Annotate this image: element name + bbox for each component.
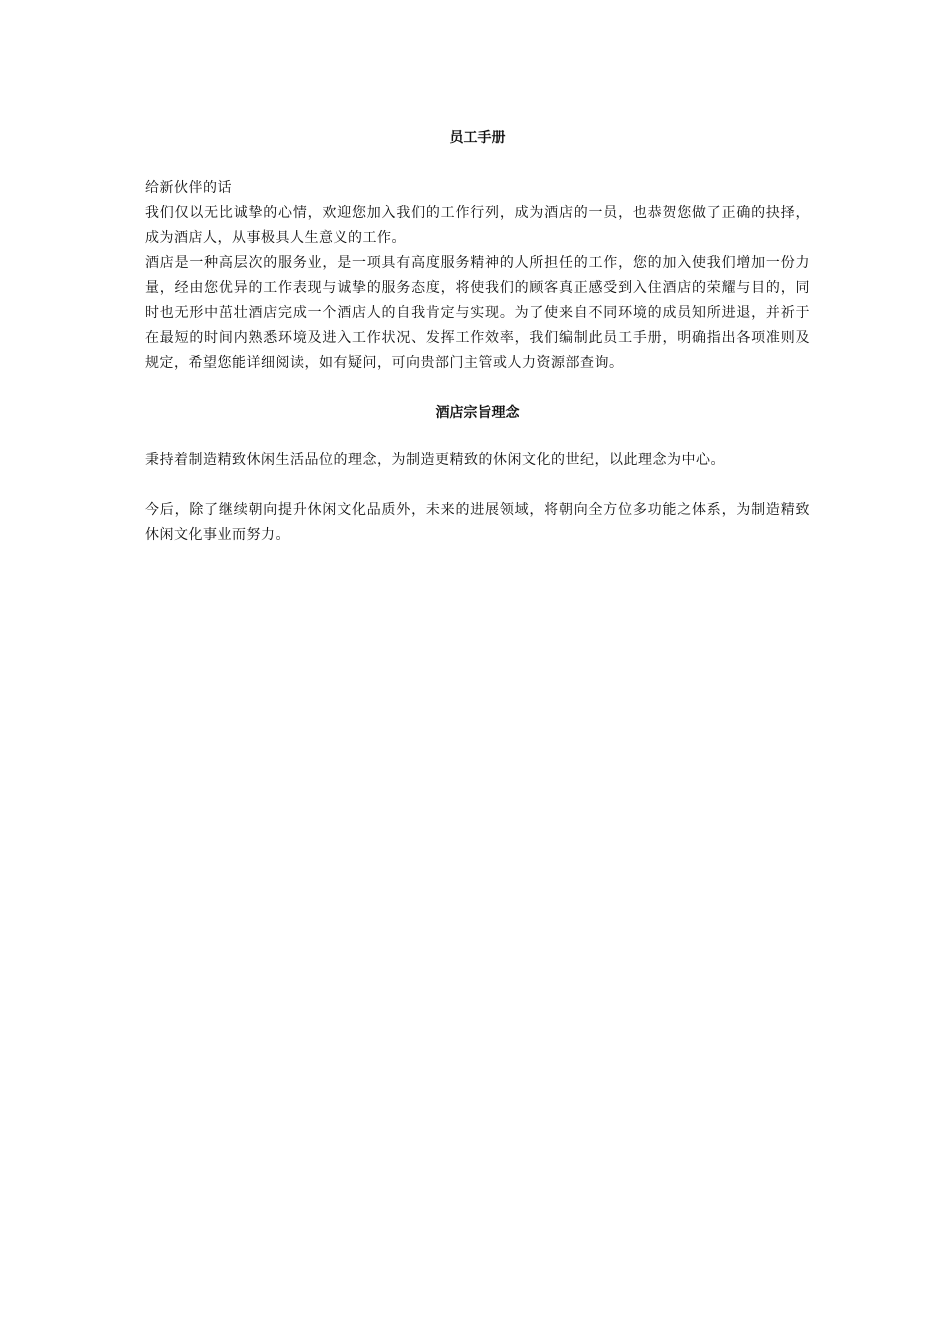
document-title: 员工手册 (449, 130, 506, 146)
intro-paragraph: 酒店是一种高层次的服务业，是一项具有高度服务精神的人所担任的工作，您的加入使我们增加一份力量，经由您优异的工作表现与诚挚的服务态度，将使我们的顾客真正感受到入住酒店的荣耀与目的，同时也无形中茁壮酒店完成一个酒店人的自我肯定与实现。为了使来自不同环境的成员知所进退，并祈于在最短的时间内熟悉环境及进入工作状况、发挥工作效率，我们编制此员工手册，明确指出各项准则及规定，希望您能详细阅读，如有疑问，可向贵部门主管或人力资源部查询。 (145, 255, 810, 371)
philosophy-paragraph-2: 今后，除了继续朝向提升休闲文化品质外，未来的进展领域，将朝向全方位多功能之体系，为制造精致休闲文化事业而努力。 (145, 502, 810, 543)
section-title: 酒店宗旨理念 (435, 405, 520, 421)
welcome-paragraph: 我们仅以无比诚挚的心情，欢迎您加入我们的工作行列，成为酒店的一员，也恭贺您做了正确的抉择，成为酒店人，从事极具人生意义的工作。 (145, 205, 810, 246)
philosophy-paragraph-1: 秉持着制造精致休闲生活品位的理念，为制造更精致的休闲文化的世纪，以此理念为中心。 (145, 452, 725, 468)
greeting-heading: 给新伙伴的话 (145, 180, 232, 196)
document-content (145, 128, 810, 548)
